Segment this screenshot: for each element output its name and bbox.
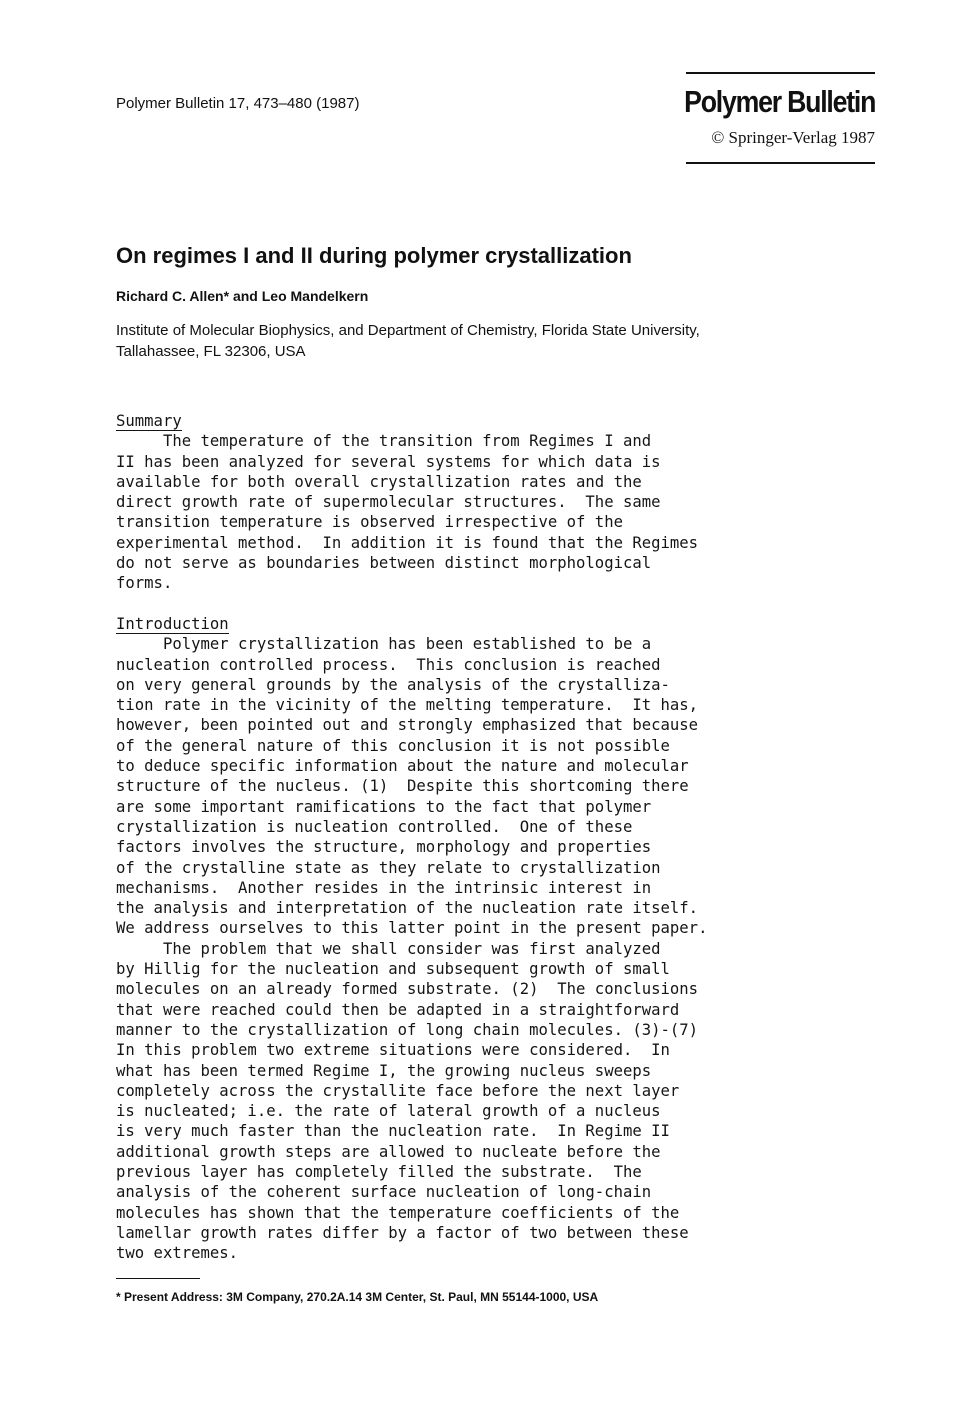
footnote-rule bbox=[116, 1278, 200, 1279]
intro-line: of the crystalline state as they relate to crystallization bbox=[116, 858, 661, 877]
intro-line: what has been termed Regime I, the growing nucleus sweeps bbox=[116, 1061, 652, 1080]
intro-line: of the general nature of this conclusion it is not possible bbox=[116, 736, 670, 755]
introduction-section bbox=[116, 614, 896, 1264]
masthead-copyright: © Springer-Verlag 1987 bbox=[711, 128, 875, 147]
intro-line: crystallization is nucleation controlled. One of these bbox=[116, 817, 633, 836]
article-title: On regimes I and II during polymer crystallization bbox=[116, 243, 632, 268]
intro-line: that were reached could then be adapted in a straightforward bbox=[116, 1000, 680, 1019]
intro-line: on very general grounds by the analysis of the crystalliza- bbox=[116, 675, 670, 694]
intro-line: additional growth steps are allowed to nucleate before the bbox=[116, 1142, 661, 1161]
footnote: * Present Address: 3M Company, 270.2A.14 3M Center, St. Paul, MN 55144-1000, USA bbox=[116, 1290, 599, 1304]
summary-line: available for both overall crystallization rates and the bbox=[116, 472, 642, 491]
summary-line: forms. bbox=[116, 574, 173, 593]
intro-line: The problem that we shall consider was first analyzed bbox=[116, 939, 661, 958]
summary-line: II has been analyzed for several systems for which data is bbox=[116, 452, 661, 471]
intro-line: completely across the crystallite face before the next layer bbox=[116, 1081, 680, 1100]
journal-masthead bbox=[683, 72, 875, 164]
intro-line: factors involves the structure, morphology and properties bbox=[116, 838, 652, 857]
article-authors: Richard C. Allen* and Leo Mandelkern bbox=[116, 288, 369, 304]
introduction-heading: Introduction bbox=[116, 615, 229, 633]
masthead-title: Polymer Bulletin bbox=[683, 84, 875, 119]
intro-line: is very much faster than the nucleation rate. In Regime II bbox=[116, 1122, 670, 1141]
intro-line: two extremes. bbox=[116, 1244, 239, 1263]
intro-line: mechanisms. Another resides in the intrinsic interest in bbox=[116, 878, 652, 897]
intro-line: the analysis and interpretation of the nucleation rate itself. bbox=[116, 899, 699, 918]
intro-line: structure of the nucleus. (1) Despite this shortcoming there bbox=[116, 777, 689, 796]
summary-line: do not serve as boundaries between distinct morphological bbox=[116, 554, 652, 573]
intro-line: manner to the crystallization of long chain molecules. (3)-(7) bbox=[116, 1020, 699, 1039]
article-affiliation bbox=[116, 320, 836, 362]
intro-line: tion rate in the vicinity of the melting temperature. It has, bbox=[116, 696, 699, 715]
intro-line: to deduce specific information about the nature and molecular bbox=[116, 757, 689, 776]
intro-line: In this problem two extreme situations were considered. In bbox=[116, 1041, 670, 1060]
intro-line: by Hillig for the nucleation and subsequent growth of small bbox=[116, 960, 670, 979]
intro-line: however, been pointed out and strongly emphasized that because bbox=[116, 716, 699, 735]
intro-line: Polymer crystallization has been established to be a bbox=[116, 635, 652, 654]
intro-line: We address ourselves to this latter point in the present paper. bbox=[116, 919, 708, 938]
intro-line: lamellar growth rates differ by a factor of two between these bbox=[116, 1223, 689, 1242]
journal-reference: Polymer Bulletin 17, 473–480 (1987) bbox=[116, 95, 360, 112]
intro-line: is nucleated; i.e. the rate of lateral growth of a nucleus bbox=[116, 1102, 661, 1121]
intro-line: are some important ramifications to the fact that polymer bbox=[116, 797, 652, 816]
summary-line: direct growth rate of supermolecular structures. The same bbox=[116, 493, 661, 512]
summary-line: experimental method. In addition it is found that the Regimes bbox=[116, 533, 699, 552]
affiliation-line: Institute of Molecular Biophysics, and Department of Chemistry, Florida State University, bbox=[116, 322, 700, 339]
affiliation-line: Tallahassee, FL 32306, USA bbox=[116, 343, 306, 360]
intro-line: analysis of the coherent surface nucleation of long-chain bbox=[116, 1183, 652, 1202]
summary-line: transition temperature is observed irrespective of the bbox=[116, 513, 623, 532]
intro-line: previous layer has completely filled the substrate. The bbox=[116, 1163, 642, 1182]
intro-line: nucleation controlled process. This conclusion is reached bbox=[116, 655, 661, 674]
summary-line: The temperature of the transition from Regimes I and bbox=[116, 432, 652, 451]
summary-heading: Summary bbox=[116, 412, 182, 430]
intro-line: molecules on an already formed substrate. (2) The conclusions bbox=[116, 980, 699, 999]
summary-section bbox=[116, 411, 896, 594]
intro-line: molecules has shown that the temperature coefficients of the bbox=[116, 1203, 680, 1222]
